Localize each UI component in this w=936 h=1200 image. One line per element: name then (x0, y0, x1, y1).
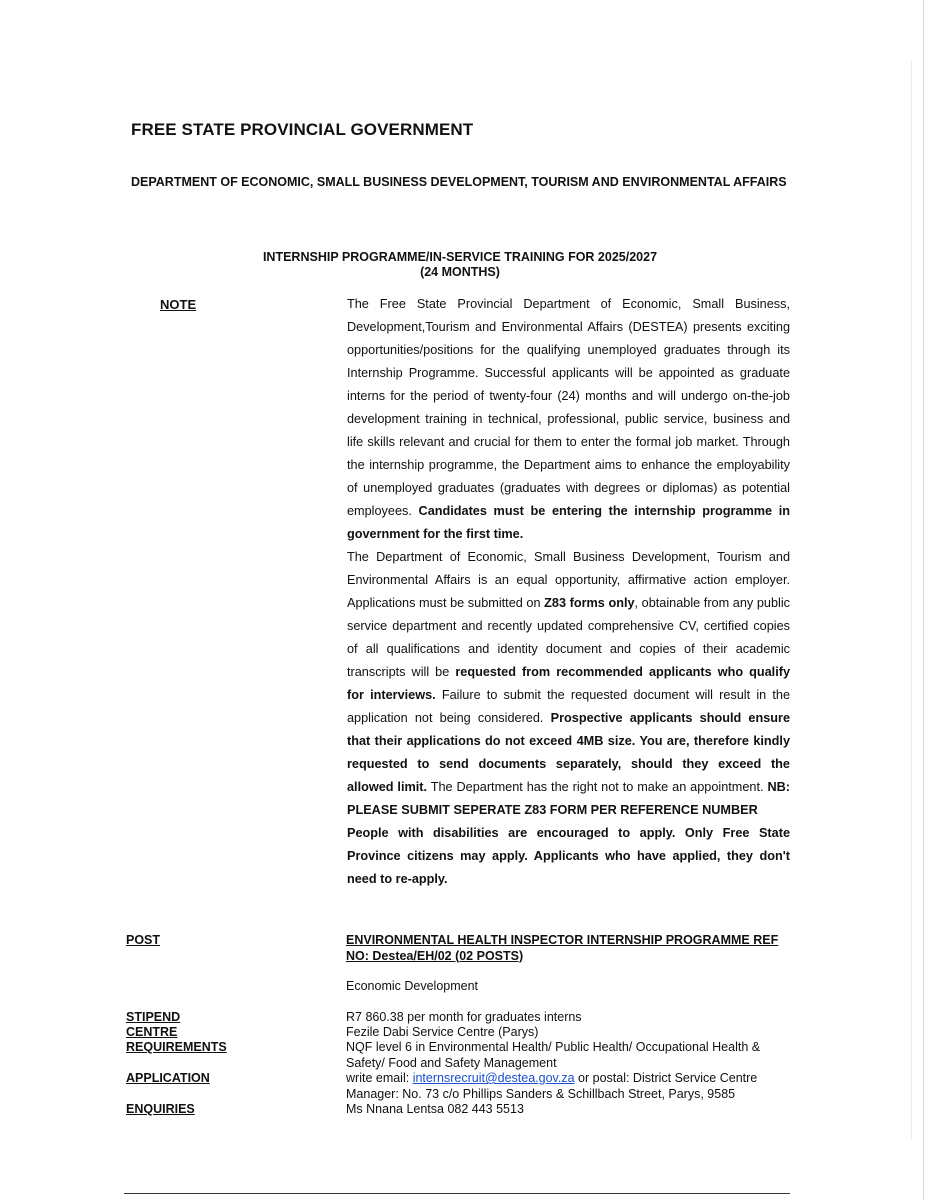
note-first-time-notice: Candidates must be entering the internship programme in government for the first time. (347, 504, 790, 541)
post-block (346, 933, 791, 964)
stipend-label: STIPEND (126, 1010, 181, 1024)
note-size-limit: Prospective applicants should ensure that their applications do not exceed 4MB size. You are, therefore kindly requested to send documents separately, should they exceed the allowed limit. (347, 711, 790, 794)
note-requested-docs: requested from recommended applicants who qualify for interviews. (347, 665, 790, 702)
note-employer-text: The Department of Economic, Small Business Development, Tourism and Environmental Affairs is an equal opportunity, affirmative action employer. Applications must be submitted on (347, 550, 790, 610)
enquiries-label: ENQUIRIES (126, 1102, 195, 1116)
application-prefix: write email: (346, 1071, 410, 1085)
centre-label: CENTRE (126, 1025, 178, 1039)
application-label: APPLICATION (126, 1071, 210, 1085)
requirements-value: NQF level 6 in Environmental Health/ Public Health/ Occupational Health & Safety/ Food and Safety Management (346, 1040, 761, 1070)
programme-title: INTERNSHIP PROGRAMME/IN-SERVICE TRAINING FOR 2025/2027 (262, 250, 658, 264)
post-title: ENVIRONMENTAL HEALTH INSPECTOR INTERNSHIP PROGRAMME REF NO: Destea/EH/02 (02 POSTS) (346, 933, 779, 963)
note-label: NOTE (160, 297, 197, 312)
department-heading: DEPARTMENT OF ECONOMIC, SMALL BUSINESS DEVELOPMENT, TOURISM AND ENVIRONMENTAL AFFAIRS (131, 175, 787, 189)
post-label: POST (126, 933, 161, 947)
page-edge-line (923, 0, 924, 1200)
note-paragraph-disabilities (347, 822, 790, 891)
note-failure-text: Failure to submit the requested document will result in the application not being considered. (347, 688, 790, 725)
application-value (346, 1071, 791, 1102)
note-documents-text: , obtainable from any public service department and recently updated comprehensive CV, certified copies of all qualifications and identity document and copies of their academic transcripts will be (347, 596, 790, 679)
note-disabilities-text: People with disabilities are encouraged to apply. Only Free State Province citizens may apply. Applicants who have applied, they don't need to re-apply. (347, 826, 790, 886)
page-edge-line-inner (911, 60, 912, 1140)
footer-rule (124, 1193, 790, 1194)
note-intro-text: The Free State Provincial Department of Economic, Small Business, Development,Tourism and Environmental Affairs (DESTEA) presents exciting opportunities/positions for the qualifying unemployed graduates through its Internship Programme. Successful applicants will be appointed as graduate interns for the period of twenty-four (24) months and will undergo on-the-job development training in technical, professional, public service, business and life skills relevant and crucial for them to enter the formal job market. Through the internship programme, the Department aims to enhance the employability of unemployed graduates (graduates with degrees or diplomas) as potential employees. (347, 297, 790, 518)
government-heading: FREE STATE PROVINCIAL GOVERNMENT (131, 120, 474, 139)
enquiries-value: Ms Nnana Lentsa 082 443 5513 (346, 1102, 524, 1116)
programme-duration: (24 MONTHS) (420, 265, 500, 279)
stipend-value: R7 860.38 per month for graduates interns (346, 1010, 582, 1024)
note-nb-separate-z83: NB: PLEASE SUBMIT SEPERATE Z83 FORM PER REFERENCE NUMBER (347, 780, 790, 817)
note-z83-only: Z83 forms only (544, 596, 635, 610)
post-unit: Economic Development (346, 979, 479, 993)
application-postal: or postal: District Service Centre Manager: No. 73 c/o Phillips Sanders & Schillbach Street, Parys, 9585 (346, 1071, 758, 1101)
note-paragraph-application (347, 546, 790, 822)
programme-heading (200, 250, 720, 280)
note-body (347, 293, 790, 891)
note-paragraph-intro (347, 293, 790, 546)
note-right-text: The Department has the right not to make an appointment. (430, 780, 764, 794)
application-email-link[interactable]: internsrecruit@destea.gov.za (412, 1071, 575, 1085)
requirements-label: REQUIREMENTS (126, 1040, 227, 1054)
centre-value: Fezile Dabi Service Centre (Parys) (346, 1025, 539, 1039)
